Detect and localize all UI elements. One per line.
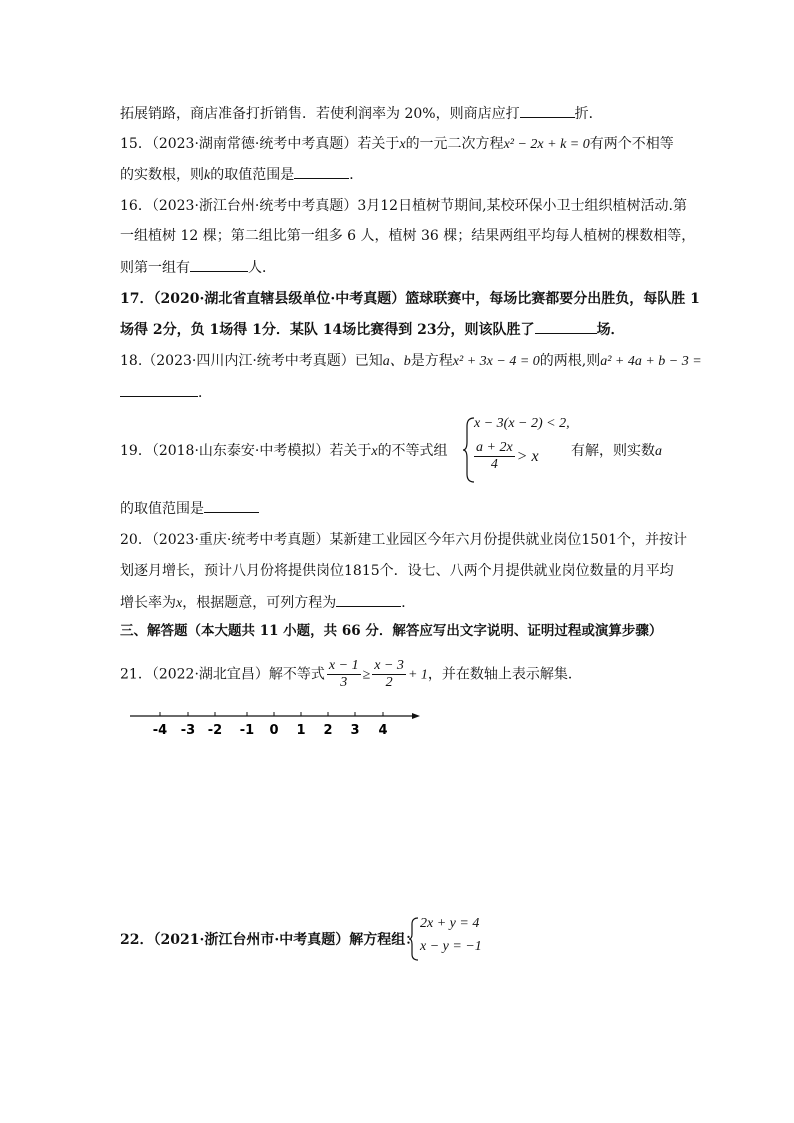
text: ．: [349, 167, 364, 183]
answer-blank[interactable]: [336, 592, 401, 607]
math-var: x: [176, 596, 183, 611]
answer-blank[interactable]: [120, 382, 198, 397]
tick-label: -4: [152, 723, 168, 738]
math-var: a、b: [382, 354, 411, 369]
q16-line1: [120, 196, 687, 216]
q20-line3: [120, 592, 415, 614]
text: 15．（2023·湖南常德·统考中考真题）若关于: [120, 136, 400, 152]
section-3-heading: [120, 621, 662, 641]
text: 人．: [248, 260, 276, 276]
tick-label: -1: [239, 723, 255, 738]
text: 21．（2022·湖北宜昌）解不等式: [120, 666, 325, 683]
math-var: x: [371, 444, 378, 459]
denominator: 4: [490, 457, 498, 472]
brace-icon: [408, 916, 420, 962]
text: 有两个不相等: [589, 136, 674, 152]
text: ，并在数轴上表示解集．: [427, 666, 582, 683]
text: 拓展销路，商店准备打折销售．若使利润率为 20%，则商店应打: [120, 106, 520, 122]
equation-1: 2x + y = 4: [420, 916, 480, 931]
text: 的取值范围是: [120, 501, 204, 517]
math-equation: x² + 3x − 4 = 0: [452, 354, 540, 369]
math-text: ≥: [362, 667, 371, 683]
answer-blank[interactable]: [520, 103, 575, 118]
math-var: x: [399, 137, 406, 152]
q18-line2: [120, 382, 212, 403]
numerator: x − 3: [374, 658, 404, 673]
text: 的两根,则: [539, 353, 601, 369]
q15-line2: [120, 164, 363, 186]
text: 场．: [596, 322, 625, 338]
q18-line1: [120, 351, 702, 372]
q17-line2: [120, 319, 625, 340]
fraction: [474, 440, 515, 473]
tick-label: 3: [350, 723, 360, 738]
inequality-1: x − 3(x − 2) < 2,: [474, 416, 570, 431]
text: 19．（2018·山东泰安·中考模拟）若关于: [120, 443, 372, 459]
text: 16．（2023·浙江台州·统考中考真题）3月12日植树节期间,某校环保小卫士组织植树活动.第: [120, 198, 687, 214]
q19-inequality-system: [462, 414, 582, 486]
q16-line3: [120, 257, 276, 278]
q22-line: [120, 930, 419, 950]
tick-label: 1: [296, 723, 306, 738]
numerator: a + 2x: [476, 440, 513, 455]
math-text: + 1: [407, 667, 428, 683]
numerator: x − 1: [328, 658, 359, 673]
text: 的取值范围是: [210, 167, 295, 183]
answer-blank[interactable]: [535, 319, 597, 334]
text: 三、解答题（本大题共 11 小题，共 66 分．解答应写出文字说明、证明过程或演算步骤）: [120, 623, 663, 639]
arrow-icon: [412, 713, 420, 719]
text: 17．（2020·湖北省直辖县级单位·中考真题）篮球联赛中，每场比赛都要分出胜负，每队胜 1: [120, 291, 700, 307]
q22-equation-system: [408, 915, 528, 963]
fraction-left: [327, 658, 361, 691]
answer-blank[interactable]: [190, 257, 248, 272]
text: ．: [198, 385, 212, 401]
q20-line1: [120, 530, 687, 550]
text: 的实数根，则: [120, 167, 204, 183]
text: 场得 2分，负 1场得 1分．某队 14场比赛得到 23分，则该队胜了: [120, 322, 535, 338]
math-var: a: [655, 444, 662, 459]
q19-line1: [120, 441, 448, 462]
q14-continuation: [120, 103, 603, 124]
tick-label: 0: [269, 723, 279, 738]
text: 有解，则实数: [571, 443, 655, 459]
math-equation: x² − 2x + k = 0: [503, 137, 590, 152]
text: 的一元二次方程: [405, 136, 504, 152]
equation-2: x − y = −1: [420, 939, 482, 954]
q17-line1: [120, 289, 700, 309]
denominator: 2: [385, 675, 393, 690]
tick-label: -3: [180, 723, 196, 738]
answer-blank[interactable]: [294, 164, 349, 179]
q21-line: [120, 658, 582, 688]
text: 划逐月增长，预计八月份将提供岗位1815个．设七、八两个月提供就业岗位数量的月平均: [120, 563, 674, 579]
denominator: 3: [340, 675, 348, 690]
text: 的不等式组: [377, 443, 448, 459]
answer-blank[interactable]: [204, 498, 259, 513]
text: 20．（2023·重庆·统考中考真题）某新建工业园区今年六月份提供就业岗位1501个，并按计: [120, 532, 687, 548]
fraction-right: [372, 658, 406, 691]
math-text: > x: [516, 448, 539, 465]
tick-label: 2: [323, 723, 333, 738]
number-line: [125, 705, 445, 745]
q20-line2: [120, 561, 674, 581]
text: 22．（2021·浙江台州市·中考真题）解方程组：: [120, 932, 420, 948]
text: 则第一组有: [120, 260, 190, 276]
math-equation: a² + 4a + b − 3 =: [600, 354, 702, 369]
q16-line2: [120, 226, 695, 246]
text: 是方程: [410, 353, 453, 369]
text: ．: [401, 595, 416, 611]
text: 折．: [574, 106, 603, 122]
q19-line2: [120, 498, 259, 519]
inequality-2: [472, 440, 539, 473]
text: 一组植树 12 棵；第二组比第一组多 6 人，植树 36 棵；结果两组平均每人植树的棵数相等，: [120, 228, 696, 244]
text: ，根据题意，可列方程为: [182, 595, 337, 611]
q19-line1-end: [571, 441, 662, 462]
q15-line1: [120, 134, 674, 155]
math-var: k: [204, 168, 211, 183]
tick-label: -2: [207, 723, 223, 738]
tick-label: 4: [378, 723, 388, 738]
text: 18.（2023·四川内江·统考中考真题）已知: [120, 353, 383, 369]
text: 增长率为: [120, 595, 176, 611]
